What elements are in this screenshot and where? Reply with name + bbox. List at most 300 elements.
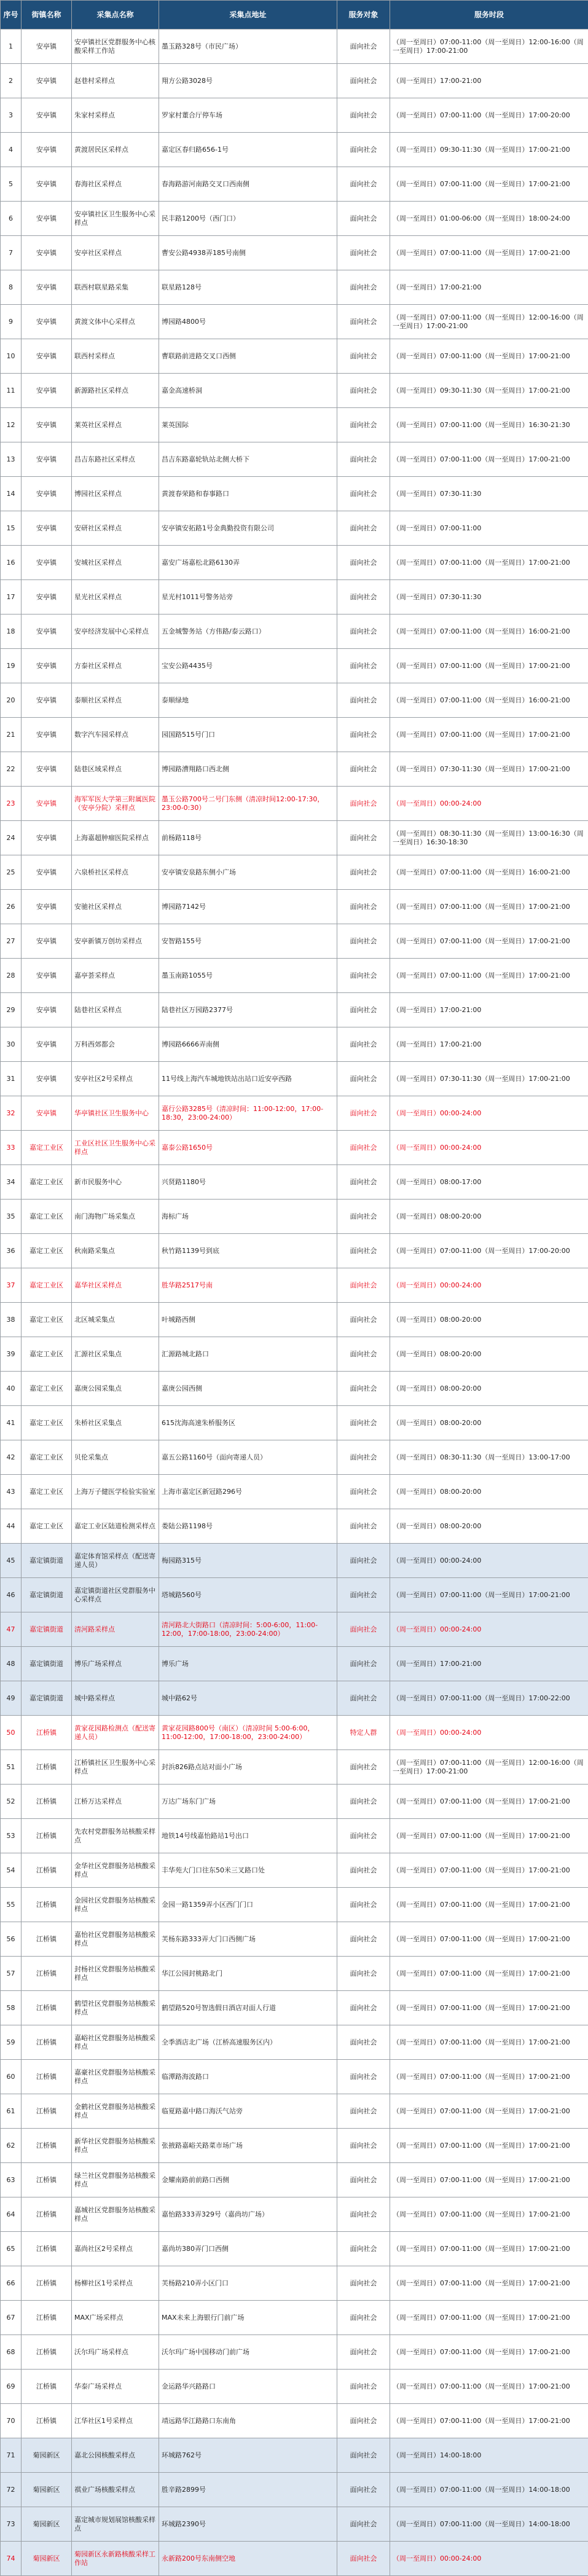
cell-town: 安亭镇 <box>22 202 72 236</box>
cell-index: 40 <box>1 1372 22 1406</box>
cell-service-hours: （周一至周日）07:00-11:00（周一至周日）17:00-21:00 <box>390 959 588 993</box>
cell-address: 秋竹路1139号到底 <box>159 1234 337 1268</box>
cell-service-target: 面向社会 <box>337 374 390 408</box>
cell-service-target: 面向社会 <box>337 1406 390 1440</box>
cell-town: 嘉定镇街道 <box>22 1681 72 1716</box>
cell-town: 江桥镇 <box>22 1888 72 1922</box>
cell-service-hours: （周一至周日）00:00-24:00 <box>390 1544 588 1578</box>
table-row <box>1 1957 588 1991</box>
table-row <box>1 133 588 167</box>
cell-address: 墨玉公路700号二号门东侧（清凉时间12:00-17:30，23:00-0:30） <box>159 787 337 821</box>
cell-service-target: 面向社会 <box>337 1303 390 1337</box>
cell-index: 39 <box>1 1337 22 1372</box>
cell-index: 19 <box>1 649 22 683</box>
cell-service-hours: （周一至周日）07:00-11:00（周一至周日）17:00-21:00 <box>390 1785 588 1819</box>
cell-service-hours: （周一至周日）07:00-11:00（周一至周日）17:00-20:00 <box>390 98 588 133</box>
cell-index: 30 <box>1 1027 22 1062</box>
cell-service-hours: （周一至周日）07:00-11:00（周一至周日）17:00-21:00 <box>390 1578 588 1612</box>
cell-index: 38 <box>1 1303 22 1337</box>
cell-service-target: 面向社会 <box>337 615 390 649</box>
cell-index: 74 <box>1 2542 22 2576</box>
cell-site-name: 菊园新区永新路核酸采样工作站 <box>72 2542 159 2576</box>
cell-service-hours: （周一至周日）00:00-24:00 <box>390 787 588 821</box>
cell-site-name: 嘉峪社区党群服务站核酸采样点 <box>72 2025 159 2060</box>
table-row <box>1 339 588 374</box>
cell-site-name: 汇源社区采集点 <box>72 1337 159 1372</box>
cell-service-target: 面向社会 <box>337 580 390 615</box>
table-row <box>1 1096 588 1131</box>
table-row <box>1 683 588 718</box>
cell-index: 58 <box>1 1991 22 2025</box>
cell-address: 曹联路前进路交叉口西侧 <box>159 339 337 374</box>
cell-town: 安亭镇 <box>22 821 72 855</box>
cell-service-target: 面向社会 <box>337 2301 390 2335</box>
cell-index: 62 <box>1 2129 22 2163</box>
cell-service-target: 面向社会 <box>337 2370 390 2404</box>
cell-site-name: 上海嘉超肿瘤医院采样点 <box>72 821 159 855</box>
cell-town: 安亭镇 <box>22 752 72 787</box>
cell-address: 曹安公路4938弄185号南侧 <box>159 236 337 270</box>
cell-address: 塔城路560号 <box>159 1578 337 1612</box>
cell-town: 安亭镇 <box>22 29 72 64</box>
table-row <box>1 2163 588 2197</box>
cell-address: 封浜826路点站对面小广场 <box>159 1750 337 1785</box>
cell-index: 43 <box>1 1475 22 1509</box>
cell-service-hours: （周一至周日）08:00-20:00 <box>390 1406 588 1440</box>
cell-town: 安亭镇 <box>22 855 72 890</box>
cell-site-name: 昌吉东路社区采样点 <box>72 442 159 477</box>
cell-site-name: 封杨社区党群服务站核酸采样点 <box>72 1957 159 1991</box>
cell-town: 嘉定工业区 <box>22 1131 72 1165</box>
cell-index: 22 <box>1 752 22 787</box>
table-row <box>1 1991 588 2025</box>
cell-service-hours: （周一至周日）07:00-11:00（周一至周日）17:00-21:00 <box>390 2335 588 2370</box>
cell-town: 嘉定工业区 <box>22 1337 72 1372</box>
cell-service-hours: （周一至周日）07:00-11:00（周一至周日）17:00-21:00 <box>390 2163 588 2197</box>
cell-service-hours: （周一至周日）07:00-11:00（周一至周日）17:00-21:00 <box>390 442 588 477</box>
header-site-name: 采集点名称 <box>72 1 159 29</box>
table-row <box>1 1165 588 1200</box>
table-row <box>1 1475 588 1509</box>
cell-site-name: 沃尔玛广场采样点 <box>72 2335 159 2370</box>
cell-service-target: 面向社会 <box>337 1337 390 1372</box>
cell-address: 宝安公路4435号 <box>159 649 337 683</box>
cell-site-name: 江桥万达采样点 <box>72 1785 159 1819</box>
cell-site-name: 嘉庚公园采集点 <box>72 1372 159 1406</box>
cell-index: 23 <box>1 787 22 821</box>
header-town: 街镇名称 <box>22 1 72 29</box>
cell-index: 28 <box>1 959 22 993</box>
cell-service-hours: （周一至周日）07:00-11:00（周一至周日）17:00-21:00 <box>390 718 588 752</box>
cell-service-target: 面向社会 <box>337 718 390 752</box>
table-row <box>1 1819 588 1853</box>
cell-address: 春海路游河南路交叉口西南侧 <box>159 167 337 202</box>
cell-service-hours: （周一至周日）17:00-21:00 <box>390 993 588 1027</box>
cell-town: 安亭镇 <box>22 959 72 993</box>
cell-service-hours: （周一至周日）07:00-11:00（周一至周日）17:00-21:00 <box>390 1922 588 1957</box>
cell-address: 嘉怡路333弄329号（嘉尚坊广场） <box>159 2197 337 2232</box>
cell-service-target: 特定人群 <box>337 1716 390 1750</box>
cell-address: 墨玉南路1055号 <box>159 959 337 993</box>
cell-index: 14 <box>1 477 22 511</box>
header-service-hours: 服务时段 <box>390 1 588 29</box>
cell-site-name: 联西村采样点 <box>72 339 159 374</box>
cell-address: 嘉尚坊380弄门口西侧 <box>159 2232 337 2266</box>
cell-address: 金耀南路前前路口西侧 <box>159 2163 337 2197</box>
cell-address: 金园一路1359弄小区西门门口 <box>159 1888 337 1922</box>
cell-address: 615沈海高速朱桥服务区 <box>159 1406 337 1440</box>
cell-service-target: 面向社会 <box>337 339 390 374</box>
cell-address: 嘉泰公路1650号 <box>159 1131 337 1165</box>
cell-service-hours: （周一至周日）07:00-11:00（周一至周日）17:00-21:00 <box>390 1957 588 1991</box>
cell-town: 安亭镇 <box>22 924 72 959</box>
cell-index: 4 <box>1 133 22 167</box>
cell-index: 55 <box>1 1888 22 1922</box>
cell-service-hours: （周一至周日）08:00-20:00 <box>390 1200 588 1234</box>
table-row <box>1 1406 588 1440</box>
cell-index: 17 <box>1 580 22 615</box>
cell-index: 12 <box>1 408 22 442</box>
cell-service-target: 面向社会 <box>337 236 390 270</box>
table-row <box>1 202 588 236</box>
cell-service-target: 面向社会 <box>337 1062 390 1096</box>
cell-town: 江桥镇 <box>22 2335 72 2370</box>
cell-town: 安亭镇 <box>22 1062 72 1096</box>
cell-index: 2 <box>1 64 22 98</box>
cell-service-target: 面向社会 <box>337 1131 390 1165</box>
cell-service-target: 面向社会 <box>337 477 390 511</box>
cell-site-name: 安研社区采样点 <box>72 511 159 546</box>
cell-site-name: 江华社区1号采样点 <box>72 2404 159 2438</box>
cell-index: 20 <box>1 683 22 718</box>
cell-service-hours: （周一至周日）07:00-11:00（周一至周日）17:00-21:00 <box>390 924 588 959</box>
cell-service-hours: （周一至周日）07:00-11:00（周一至周日）17:00-21:00 <box>390 649 588 683</box>
cell-site-name: 博园社区采样点 <box>72 477 159 511</box>
cell-index: 31 <box>1 1062 22 1096</box>
cell-service-target: 面向社会 <box>337 1200 390 1234</box>
table-row <box>1 1544 588 1578</box>
cell-service-hours: （周一至周日）07:30-11:30（周一至周日）17:00-21:00 <box>390 752 588 787</box>
cell-town: 江桥镇 <box>22 2163 72 2197</box>
cell-town: 嘉定工业区 <box>22 1165 72 1200</box>
cell-site-name: 新市民服务中心 <box>72 1165 159 1200</box>
cell-site-name: 绿兰社区党群服务站核酸采样点 <box>72 2163 159 2197</box>
cell-address: 环城路2390号 <box>159 2507 337 2542</box>
cell-town: 安亭镇 <box>22 477 72 511</box>
cell-site-name: 先农村党群服务站核酸采样点 <box>72 1819 159 1853</box>
cell-town: 嘉定工业区 <box>22 1372 72 1406</box>
cell-town: 嘉定工业区 <box>22 1268 72 1303</box>
cell-service-target: 面向社会 <box>337 1991 390 2025</box>
cell-service-target: 面向社会 <box>337 1165 390 1200</box>
cell-service-hours: （周一至周日）07:00-11:00（周一至周日）17:00-21:00 <box>390 2370 588 2404</box>
cell-service-target: 面向社会 <box>337 924 390 959</box>
cell-address: 芙杨东路333弄大门口西侧广场 <box>159 1922 337 1957</box>
cell-index: 42 <box>1 1440 22 1475</box>
cell-service-target: 面向社会 <box>337 890 390 924</box>
cell-index: 29 <box>1 993 22 1027</box>
cell-service-hours: （周一至周日）07:30-11:30（周一至周日）17:00-21:00 <box>390 1062 588 1096</box>
cell-index: 60 <box>1 2060 22 2094</box>
cell-service-hours: （周一至周日）08:00-20:00 <box>390 1509 588 1544</box>
table-row <box>1 305 588 339</box>
table-row <box>1 580 588 615</box>
table-row <box>1 1785 588 1819</box>
cell-service-hours: （周一至周日）07:00-11:00 <box>390 511 588 546</box>
cell-address: 星光村1011号警务站旁 <box>159 580 337 615</box>
cell-service-target: 面向社会 <box>337 1268 390 1303</box>
cell-index: 61 <box>1 2094 22 2129</box>
cell-service-target: 面向社会 <box>337 202 390 236</box>
cell-address: 丰华苑大门口往东50米三叉路口处 <box>159 1853 337 1888</box>
cell-service-hours: （周一至周日）08:30-11:30（周一至周日）13:00-17:00 <box>390 1440 588 1475</box>
cell-service-target: 面向社会 <box>337 2094 390 2129</box>
cell-town: 嘉定工业区 <box>22 1440 72 1475</box>
cell-site-name: 工业区社区卫生服务中心采样点 <box>72 1131 159 1165</box>
cell-service-hours: （周一至周日）14:00-18:00 <box>390 2438 588 2473</box>
cell-site-name: 嘉豪社区党群服务站核酸采样点 <box>72 2060 159 2094</box>
table-row <box>1 29 588 64</box>
table-row <box>1 752 588 787</box>
cell-site-name: 嘉北公园核酸采样点 <box>72 2438 159 2473</box>
cell-service-hours: （周一至周日）07:00-11:00（周一至周日）17:00-21:00 <box>390 546 588 580</box>
cell-site-name: 上海万子健医学检验实验室 <box>72 1475 159 1509</box>
table-row <box>1 1337 588 1372</box>
cell-site-name: 嘉定体育馆采样点（配送寄递人员） <box>72 1544 159 1578</box>
cell-service-hours: （周一至周日）07:00-11:00（周一至周日）17:00-22:00 <box>390 1681 588 1716</box>
cell-town: 江桥镇 <box>22 2060 72 2094</box>
cell-address: 博园路7142号 <box>159 890 337 924</box>
cell-town: 江桥镇 <box>22 1957 72 1991</box>
cell-service-target: 面向社会 <box>337 1853 390 1888</box>
cell-site-name: 祺业广场核酸采样点 <box>72 2473 159 2507</box>
cell-address: 靖远路华江路路口东南角 <box>159 2404 337 2438</box>
cell-index: 33 <box>1 1131 22 1165</box>
cell-town: 安亭镇 <box>22 98 72 133</box>
cell-address: 鹤望路520号智选假日酒店对面人行道 <box>159 1991 337 2025</box>
cell-service-target: 面向社会 <box>337 2025 390 2060</box>
cell-address: 城中路62号 <box>159 1681 337 1716</box>
cell-index: 64 <box>1 2197 22 2232</box>
cell-service-target: 面向社会 <box>337 2232 390 2266</box>
cell-index: 66 <box>1 2266 22 2301</box>
cell-town: 江桥镇 <box>22 2404 72 2438</box>
table-row <box>1 270 588 305</box>
cell-town: 安亭镇 <box>22 133 72 167</box>
cell-town: 菊园新区 <box>22 2438 72 2473</box>
cell-index: 36 <box>1 1234 22 1268</box>
cell-index: 56 <box>1 1922 22 1957</box>
cell-index: 37 <box>1 1268 22 1303</box>
cell-address: 兴贤路1180号 <box>159 1165 337 1200</box>
cell-service-target: 面向社会 <box>337 270 390 305</box>
cell-town: 安亭镇 <box>22 683 72 718</box>
cell-index: 27 <box>1 924 22 959</box>
cell-town: 嘉定工业区 <box>22 1234 72 1268</box>
cell-service-hours: （周一至周日）07:00-11:00（周一至周日）16:00-21:00 <box>390 615 588 649</box>
table-row <box>1 1027 588 1062</box>
cell-site-name: 六泉桥社区采样点 <box>72 855 159 890</box>
cell-address: 梅园路315号 <box>159 1544 337 1578</box>
cell-index: 3 <box>1 98 22 133</box>
table-row <box>1 1372 588 1406</box>
cell-town: 嘉定镇街道 <box>22 1612 72 1647</box>
cell-service-hours: （周一至周日）00:00-24:00 <box>390 1096 588 1131</box>
cell-site-name: 安亭社区2号采样点 <box>72 1062 159 1096</box>
cell-town: 菊园新区 <box>22 2507 72 2542</box>
cell-site-name: 嘉定工业区陆道检测采样点 <box>72 1509 159 1544</box>
cell-service-hours: （周一至周日）07:00-11:00（周一至周日）17:00-20:00 <box>390 1234 588 1268</box>
cell-address: 陆巷社区万园路2377号 <box>159 993 337 1027</box>
cell-index: 53 <box>1 1819 22 1853</box>
cell-town: 嘉定工业区 <box>22 1303 72 1337</box>
cell-service-target: 面向社会 <box>337 1681 390 1716</box>
cell-town: 江桥镇 <box>22 2025 72 2060</box>
cell-service-hours: （周一至周日）07:00-11:00（周一至周日）17:00-21:00 <box>390 1888 588 1922</box>
cell-service-hours: （周一至周日）17:00-21:00 <box>390 1647 588 1681</box>
cell-site-name: 黄渡居民区采样点 <box>72 133 159 167</box>
cell-town: 嘉定工业区 <box>22 1406 72 1440</box>
table-row <box>1 2094 588 2129</box>
cell-address: 叶城路西侧 <box>159 1303 337 1337</box>
cell-service-hours: （周一至周日）07:00-11:00（周一至周日）16:00-21:00 <box>390 683 588 718</box>
cell-index: 72 <box>1 2473 22 2507</box>
cell-service-target: 面向社会 <box>337 511 390 546</box>
cell-address: 嘉金高速桥洞 <box>159 374 337 408</box>
cell-address: 安智路155号 <box>159 924 337 959</box>
cell-service-hours: （周一至周日）07:00-11:00（周一至周日）17:00-21:00 <box>390 2060 588 2094</box>
cell-index: 10 <box>1 339 22 374</box>
cell-address: 莱英国际 <box>159 408 337 442</box>
cell-index: 59 <box>1 2025 22 2060</box>
cell-site-name: 朱家村采样点 <box>72 98 159 133</box>
cell-index: 69 <box>1 2370 22 2404</box>
cell-town: 安亭镇 <box>22 270 72 305</box>
cell-site-name: 安城社区采样点 <box>72 546 159 580</box>
cell-index: 63 <box>1 2163 22 2197</box>
cell-index: 35 <box>1 1200 22 1234</box>
table-row <box>1 1612 588 1647</box>
cell-site-name: 华亭镇社区卫生服务中心 <box>72 1096 159 1131</box>
cell-address: 园国路515号门口 <box>159 718 337 752</box>
cell-site-name: 安驰社区采样点 <box>72 890 159 924</box>
cell-service-hours: （周一至周日）07:00-11:00（周一至周日）12:00-16:00（周一至周日）17:00-21:00 <box>390 1750 588 1785</box>
cell-service-hours: （周一至周日）17:00-21:00 <box>390 270 588 305</box>
cell-address: 万达广场东门广场 <box>159 1785 337 1819</box>
cell-index: 52 <box>1 1785 22 1819</box>
cell-town: 安亭镇 <box>22 167 72 202</box>
cell-site-name: 莱英社区采样点 <box>72 408 159 442</box>
cell-address: 黄渡春荣路和春事路口 <box>159 477 337 511</box>
cell-town: 安亭镇 <box>22 1096 72 1131</box>
cell-town: 安亭镇 <box>22 1027 72 1062</box>
cell-service-target: 面向社会 <box>337 1647 390 1681</box>
table-body <box>1 29 588 2576</box>
cell-service-target: 面向社会 <box>337 821 390 855</box>
cell-service-target: 面向社会 <box>337 98 390 133</box>
cell-site-name: 陆巷区域采样点 <box>72 752 159 787</box>
cell-service-target: 面向社会 <box>337 133 390 167</box>
cell-site-name: 嘉亭荟采样点 <box>72 959 159 993</box>
cell-town: 江桥镇 <box>22 1785 72 1819</box>
table-row <box>1 442 588 477</box>
cell-town: 嘉定镇街道 <box>22 1544 72 1578</box>
cell-service-hours: （周一至周日）07:00-11:00（周一至周日）17:00-21:00 <box>390 236 588 270</box>
cell-town: 安亭镇 <box>22 580 72 615</box>
cell-site-name: 嘉定镇街道社区党群服务中心采样点 <box>72 1578 159 1612</box>
cell-site-name: 城中路采样点 <box>72 1681 159 1716</box>
table-row <box>1 64 588 98</box>
cell-service-target: 面向社会 <box>337 2507 390 2542</box>
cell-site-name: 贝伦采集点 <box>72 1440 159 1475</box>
cell-town: 江桥镇 <box>22 1750 72 1785</box>
cell-address: 临潭路海波路口 <box>159 2060 337 2094</box>
cell-service-target: 面向社会 <box>337 1785 390 1819</box>
cell-town: 江桥镇 <box>22 1716 72 1750</box>
cell-service-target: 面向社会 <box>337 2060 390 2094</box>
table-row <box>1 98 588 133</box>
cell-town: 安亭镇 <box>22 374 72 408</box>
cell-address: 罗家村董合厅停车场 <box>159 98 337 133</box>
cell-site-name: 黄家花园路检测点（配送寄递人员） <box>72 1716 159 1750</box>
cell-address: 博园路6666弄南侧 <box>159 1027 337 1062</box>
cell-address: 永新路200号东南侧空地 <box>159 2542 337 2576</box>
cell-index: 9 <box>1 305 22 339</box>
cell-site-name: 春海社区采样点 <box>72 167 159 202</box>
cell-town: 江桥镇 <box>22 1991 72 2025</box>
cell-town: 安亭镇 <box>22 546 72 580</box>
cell-service-target: 面向社会 <box>337 993 390 1027</box>
cell-site-name: 嘉怡社区党群服务站核酸采样点 <box>72 1922 159 1957</box>
cell-site-name: 安亭社区采样点 <box>72 236 159 270</box>
cell-service-hours: （周一至周日）08:00-20:00 <box>390 1303 588 1337</box>
cell-index: 6 <box>1 202 22 236</box>
cell-index: 5 <box>1 167 22 202</box>
cell-address: 安亭镇安拓路1号金典勤投资有限公司 <box>159 511 337 546</box>
cell-service-target: 面向社会 <box>337 29 390 64</box>
cell-town: 江桥镇 <box>22 2370 72 2404</box>
cell-service-hours: （周一至周日）00:00-24:00 <box>390 2542 588 2576</box>
cell-index: 57 <box>1 1957 22 1991</box>
table-row <box>1 1681 588 1716</box>
cell-service-target: 面向社会 <box>337 1544 390 1578</box>
cell-address: 上海市嘉定区新冠路296号 <box>159 1475 337 1509</box>
cell-town: 安亭镇 <box>22 64 72 98</box>
table-row <box>1 2335 588 2370</box>
cell-address: 泰顺绿地 <box>159 683 337 718</box>
cell-address: 沃尔玛广场中国移动门前广场 <box>159 2335 337 2370</box>
table-row <box>1 1922 588 1957</box>
table-row <box>1 1200 588 1234</box>
cell-site-name: 嘉城社区党群服务站核酸采样点 <box>72 2197 159 2232</box>
cell-service-target: 面向社会 <box>337 1922 390 1957</box>
table-row <box>1 477 588 511</box>
cell-address: 安亭镇安泉路东侧小广场 <box>159 855 337 890</box>
cell-address: 娄陆公路1198号 <box>159 1509 337 1544</box>
table-row <box>1 1509 588 1544</box>
cell-site-name: 北区城采集点 <box>72 1303 159 1337</box>
cell-town: 嘉定工业区 <box>22 1200 72 1234</box>
cell-town: 安亭镇 <box>22 787 72 821</box>
cell-service-target: 面向社会 <box>337 2163 390 2197</box>
cell-town: 江桥镇 <box>22 2094 72 2129</box>
table-row <box>1 615 588 649</box>
cell-town: 安亭镇 <box>22 339 72 374</box>
cell-index: 49 <box>1 1681 22 1716</box>
table-row <box>1 2542 588 2576</box>
cell-index: 34 <box>1 1165 22 1200</box>
cell-service-target: 面向社会 <box>337 408 390 442</box>
